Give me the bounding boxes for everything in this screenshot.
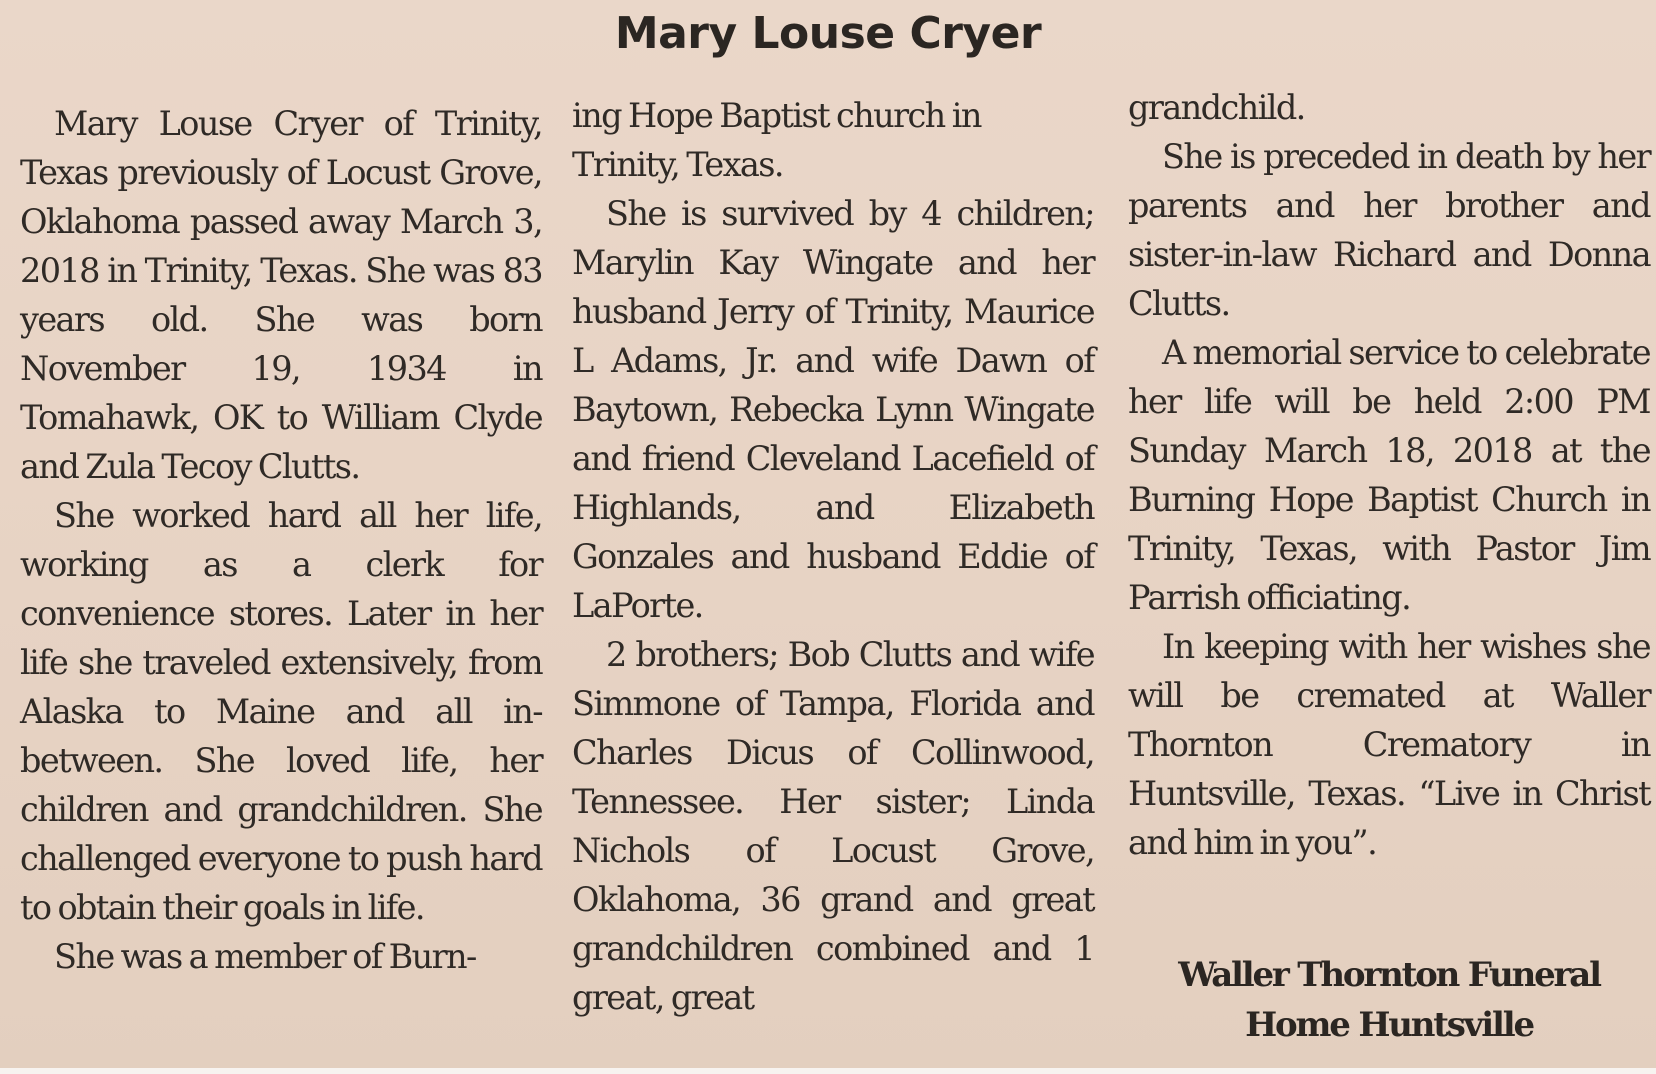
column-3 bbox=[1128, 83, 1650, 867]
column-2 bbox=[572, 91, 1094, 1022]
signature-line: Waller Thornton Funeral bbox=[1178, 955, 1600, 995]
paragraph: A memorial service to celebrate her life will be held 2:00 PM Sunday March 18, 2018 at the Burning Hope Baptist Church in Trinity, Texas, with Pastor Jim Parrish officiating. bbox=[1128, 333, 1650, 617]
paragraph: 2 brothers; Bob Clutts and wife Simmone of Tampa, Florida and Charles Dicus of Collinwood, Tennessee. Her sister; Linda Nichols of Locust Grove, Oklahoma, 36 grand and great grandchildren combined and 1 great, great bbox=[572, 635, 1094, 1017]
paragraph: She is preceded in death by her parents and her brother and sister-in-law Richard and Donna Clutts. bbox=[1128, 137, 1650, 323]
paragraph: She worked hard all her life, working as a clerk for convenience stores. Later in her life she traveled extensively, from Alaska to Maine and all in-between. She loved life, her children and grandchildren. She challenged everyone to push hard to obtain their goals in life. bbox=[20, 496, 542, 927]
headline: Mary Louse Cryer bbox=[614, 8, 1042, 59]
paragraph: In keeping with her wishes she will be cremated at Waller Thornton Crematory in Huntsville, Texas. “Live in Christ and him in you”. bbox=[1128, 627, 1650, 862]
paper-edge bbox=[0, 1068, 1656, 1074]
column-1 bbox=[20, 99, 542, 981]
paragraph: She is survived by 4 children; Marylin Kay Wingate and her husband Jerry of Trinity, Maurice L Adams, Jr. and wife Dawn of Baytown, Rebecka Lynn Wingate and friend Cleveland Lacefield of Highlands, and Elizabeth Gonzales and husband Eddie of LaPorte. bbox=[572, 194, 1094, 625]
funeral-home-signature bbox=[1128, 950, 1650, 1050]
paragraph: grandchild. bbox=[1128, 88, 1305, 127]
paragraph: She was a member of Burn- bbox=[54, 937, 476, 976]
paragraph: Mary Louse Cryer of Trinity, Texas previously of Locust Grove, Oklahoma passed away March 3, 2018 in Trinity, Texas. She was 83 years old. She was born November 19, 1934 in Tomahawk, OK to William Clyde and Zula Tecoy Clutts. bbox=[20, 104, 542, 486]
signature-line: Home Huntsville bbox=[1245, 1005, 1533, 1045]
paragraph: ing Hope Baptist church in Trinity, Texas. bbox=[572, 96, 981, 184]
